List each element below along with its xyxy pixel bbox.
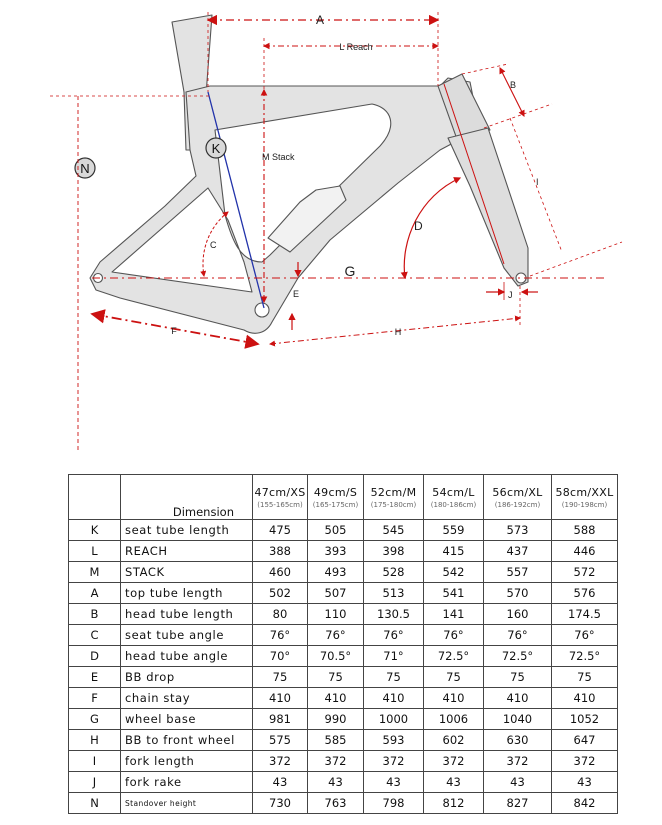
table-row <box>69 667 618 688</box>
row-value: 76° <box>424 625 484 646</box>
row-value: 410 <box>484 688 552 709</box>
row-value: 505 <box>308 520 364 541</box>
fork <box>448 128 528 286</box>
row-value: 43 <box>364 772 424 793</box>
dimension-header: Dimension <box>121 475 253 520</box>
row-value: 572 <box>552 562 618 583</box>
row-value: 827 <box>484 793 552 814</box>
row-value: 588 <box>552 520 618 541</box>
row-code: E <box>69 667 121 688</box>
row-value: 1052 <box>552 709 618 730</box>
table-row <box>69 541 618 562</box>
row-value: 437 <box>484 541 552 562</box>
row-value: 75 <box>253 667 308 688</box>
row-value: 43 <box>308 772 364 793</box>
row-value: 798 <box>364 793 424 814</box>
label-l: L Reach <box>339 42 373 52</box>
row-value: 76° <box>552 625 618 646</box>
row-label: chain stay <box>121 688 253 709</box>
label-g: G <box>344 263 356 279</box>
row-label: STACK <box>121 562 253 583</box>
bottom-bracket <box>255 303 269 317</box>
row-value: 72.5° <box>424 646 484 667</box>
table-row <box>69 751 618 772</box>
row-code: B <box>69 604 121 625</box>
row-value: 575 <box>253 730 308 751</box>
frame-outline <box>90 78 480 333</box>
dim-d-arc <box>404 178 460 278</box>
row-value: 573 <box>484 520 552 541</box>
row-code: C <box>69 625 121 646</box>
row-value: 541 <box>424 583 484 604</box>
table-row <box>69 646 618 667</box>
row-value: 410 <box>308 688 364 709</box>
row-value: 72.5° <box>484 646 552 667</box>
geometry-table-body <box>69 520 618 814</box>
row-value: 630 <box>484 730 552 751</box>
row-value: 174.5 <box>552 604 618 625</box>
row-label: head tube angle <box>121 646 253 667</box>
size-header: 47cm/XS (155-165cm) <box>253 475 308 520</box>
row-value: 528 <box>364 562 424 583</box>
row-value: 502 <box>253 583 308 604</box>
row-value: 570 <box>484 583 552 604</box>
label-f: F <box>171 326 177 336</box>
row-value: 372 <box>424 751 484 772</box>
row-code: A <box>69 583 121 604</box>
row-label: seat tube length <box>121 520 253 541</box>
row-value: 372 <box>552 751 618 772</box>
size-header: 54cm/L (180-186cm) <box>424 475 484 520</box>
row-value: 393 <box>308 541 364 562</box>
row-value: 1000 <box>364 709 424 730</box>
row-value: 130.5 <box>364 604 424 625</box>
row-value: 76° <box>253 625 308 646</box>
dim-b-line <box>500 68 524 116</box>
row-label: head tube length <box>121 604 253 625</box>
row-value: 71° <box>364 646 424 667</box>
row-value: 372 <box>308 751 364 772</box>
row-value: 372 <box>484 751 552 772</box>
row-value: 545 <box>364 520 424 541</box>
row-value: 410 <box>253 688 308 709</box>
row-value: 559 <box>424 520 484 541</box>
row-value: 372 <box>364 751 424 772</box>
bike-frame <box>90 15 528 333</box>
svg-text:K: K <box>211 141 221 156</box>
row-value: 110 <box>308 604 364 625</box>
row-label: Standover height <box>121 793 253 814</box>
row-label: REACH <box>121 541 253 562</box>
row-value: 842 <box>552 793 618 814</box>
row-label: fork rake <box>121 772 253 793</box>
row-value: 602 <box>424 730 484 751</box>
row-code: L <box>69 541 121 562</box>
label-h: H <box>394 327 402 337</box>
row-value: 460 <box>253 562 308 583</box>
row-value: 415 <box>424 541 484 562</box>
row-value: 1006 <box>424 709 484 730</box>
row-code: N <box>69 793 121 814</box>
row-value: 160 <box>484 604 552 625</box>
svg-text:N: N <box>80 161 90 176</box>
row-value: 647 <box>552 730 618 751</box>
label-d: D <box>414 219 423 233</box>
label-m: M Stack <box>262 152 295 162</box>
table-row <box>69 688 618 709</box>
row-value: 43 <box>424 772 484 793</box>
row-code: M <box>69 562 121 583</box>
row-label: seat tube angle <box>121 625 253 646</box>
row-label: fork length <box>121 751 253 772</box>
row-value: 981 <box>253 709 308 730</box>
table-row <box>69 772 618 793</box>
row-value: 410 <box>424 688 484 709</box>
row-code: G <box>69 709 121 730</box>
row-value: 76° <box>484 625 552 646</box>
header-code-cell <box>69 475 121 520</box>
table-row <box>69 562 618 583</box>
row-value: 398 <box>364 541 424 562</box>
row-value: 557 <box>484 562 552 583</box>
row-value: 70.5° <box>308 646 364 667</box>
row-value: 763 <box>308 793 364 814</box>
row-code: H <box>69 730 121 751</box>
row-value: 410 <box>364 688 424 709</box>
table-row <box>69 520 618 541</box>
row-value: 1040 <box>484 709 552 730</box>
size-header: 52cm/M (175-180cm) <box>364 475 424 520</box>
row-label: top tube length <box>121 583 253 604</box>
table-row <box>69 604 618 625</box>
k-marker <box>206 138 226 158</box>
row-value: 446 <box>552 541 618 562</box>
row-value: 593 <box>364 730 424 751</box>
row-value: 507 <box>308 583 364 604</box>
row-value: 576 <box>552 583 618 604</box>
row-value: 43 <box>552 772 618 793</box>
row-value: 410 <box>552 688 618 709</box>
row-value: 75 <box>424 667 484 688</box>
row-value: 475 <box>253 520 308 541</box>
row-code: J <box>69 772 121 793</box>
row-label: BB drop <box>121 667 253 688</box>
table-row <box>69 583 618 604</box>
row-value: 75 <box>308 667 364 688</box>
row-value: 990 <box>308 709 364 730</box>
row-value: 812 <box>424 793 484 814</box>
table-header-row <box>69 475 618 520</box>
label-b: B <box>510 80 517 90</box>
row-label: wheel base <box>121 709 253 730</box>
row-value: 75 <box>484 667 552 688</box>
label-i: I <box>536 177 539 187</box>
size-header: 58cm/XXL (190-198cm) <box>552 475 618 520</box>
row-value: 76° <box>308 625 364 646</box>
row-value: 141 <box>424 604 484 625</box>
row-label: BB to front wheel <box>121 730 253 751</box>
row-value: 72.5° <box>552 646 618 667</box>
row-value: 542 <box>424 562 484 583</box>
row-value: 80 <box>253 604 308 625</box>
row-code: D <box>69 646 121 667</box>
row-value: 513 <box>364 583 424 604</box>
table-row <box>69 709 618 730</box>
size-header: 56cm/XL (186-192cm) <box>484 475 552 520</box>
row-value: 70° <box>253 646 308 667</box>
row-value: 75 <box>364 667 424 688</box>
label-j: J <box>508 290 513 300</box>
row-value: 43 <box>253 772 308 793</box>
row-code: F <box>69 688 121 709</box>
row-value: 585 <box>308 730 364 751</box>
row-value: 76° <box>364 625 424 646</box>
geometry-table <box>68 474 618 814</box>
label-c: C <box>210 240 217 250</box>
row-code: I <box>69 751 121 772</box>
row-value: 372 <box>253 751 308 772</box>
row-value: 75 <box>552 667 618 688</box>
row-value: 730 <box>253 793 308 814</box>
label-e: E <box>293 289 300 299</box>
row-value: 43 <box>484 772 552 793</box>
size-header: 49cm/S (165-175cm) <box>308 475 364 520</box>
table-row <box>69 730 618 751</box>
label-a: A <box>315 13 325 27</box>
row-value: 388 <box>253 541 308 562</box>
table-row <box>69 793 618 814</box>
row-code: K <box>69 520 121 541</box>
row-value: 493 <box>308 562 364 583</box>
table-row <box>69 625 618 646</box>
